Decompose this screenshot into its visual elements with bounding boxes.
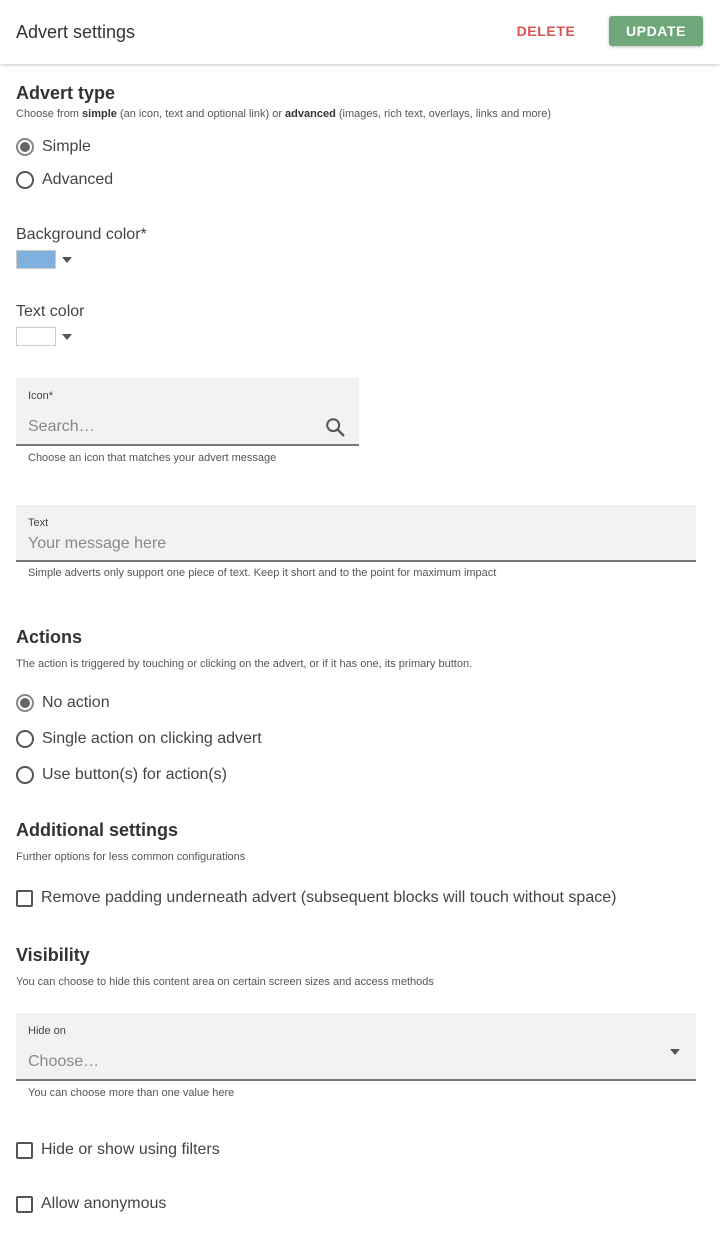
- icon-helper-text: Choose an icon that matches your advert message: [28, 452, 277, 464]
- update-button[interactable]: UPDATE: [609, 16, 703, 46]
- text-color-picker[interactable]: [16, 327, 72, 346]
- background-color-label: Background color*: [16, 226, 147, 243]
- radio-button[interactable]: [16, 171, 34, 189]
- radio-advanced-label: Advanced: [42, 171, 114, 188]
- additional-settings-description: Further options for less common configurations: [16, 851, 246, 863]
- radio-no-action[interactable]: [16, 692, 110, 714]
- actions-description: The action is triggered by touching or clicking on the advert, or if it has one, its primary button.: [16, 658, 473, 670]
- radio-button[interactable]: [16, 766, 34, 784]
- background-color-picker[interactable]: [16, 250, 72, 269]
- radio-button[interactable]: [16, 730, 34, 748]
- hide-on-placeholder[interactable]: Choose…: [28, 1053, 100, 1070]
- page-title: Advert settings: [16, 22, 136, 42]
- additional-settings-title: Additional settings: [16, 820, 178, 840]
- radio-button-checked[interactable]: [16, 138, 34, 156]
- anonymous-label: Allow anonymous: [41, 1195, 167, 1212]
- hide-on-select[interactable]: [16, 1013, 696, 1081]
- search-icon[interactable]: [324, 416, 346, 438]
- remove-padding-checkbox-row[interactable]: [16, 887, 616, 909]
- visibility-description: You can choose to hide this content area on certain screen sizes and access methods: [16, 976, 434, 988]
- filters-label: Hide or show using filters: [41, 1141, 220, 1158]
- text-color-swatch[interactable]: [16, 327, 56, 346]
- caret-down-icon[interactable]: [62, 257, 72, 263]
- background-color-swatch[interactable]: [16, 250, 56, 269]
- advert-type-description: Choose from simple (an icon, text and optional link) or advanced (images, rich text, overlays, links and more): [16, 108, 551, 120]
- visibility-title: Visibility: [16, 945, 90, 965]
- hide-on-helper-text: You can choose more than one value here: [28, 1087, 235, 1099]
- app-header: [0, 0, 720, 64]
- dropdown-arrow-icon[interactable]: [670, 1049, 680, 1055]
- delete-button[interactable]: DELETE: [505, 16, 587, 46]
- text-helper-text: Simple adverts only support one piece of text. Keep it short and to the point for maximum impact: [28, 567, 497, 579]
- anonymous-checkbox-row[interactable]: [16, 1193, 166, 1215]
- icon-field[interactable]: [16, 378, 359, 446]
- radio-single-action-label: Single action on clicking advert: [42, 730, 262, 747]
- text-message-input[interactable]: [28, 533, 678, 555]
- filters-checkbox-row[interactable]: [16, 1139, 220, 1161]
- radio-use-buttons-label: Use button(s) for action(s): [42, 766, 227, 783]
- caret-down-icon[interactable]: [62, 334, 72, 340]
- text-field[interactable]: [16, 505, 696, 562]
- radio-simple[interactable]: [16, 136, 91, 158]
- hide-on-label: Hide on: [28, 1025, 66, 1037]
- radio-simple-label: Simple: [42, 138, 91, 155]
- checkbox[interactable]: [16, 890, 33, 907]
- text-color-label: Text color: [16, 303, 85, 320]
- checkbox[interactable]: [16, 1196, 33, 1213]
- radio-no-action-label: No action: [42, 694, 110, 711]
- radio-button-checked[interactable]: [16, 694, 34, 712]
- icon-search-input[interactable]: [28, 416, 318, 438]
- icon-field-label: Icon*: [28, 390, 54, 402]
- radio-advanced[interactable]: [16, 169, 113, 191]
- checkbox[interactable]: [16, 1142, 33, 1159]
- actions-title: Actions: [16, 627, 83, 647]
- advert-type-title: Advert type: [16, 83, 116, 103]
- radio-single-action[interactable]: [16, 728, 262, 750]
- text-field-label: Text: [28, 517, 49, 529]
- remove-padding-label: Remove padding underneath advert (subsequent blocks will touch without space): [41, 889, 617, 906]
- radio-use-buttons[interactable]: [16, 764, 227, 786]
